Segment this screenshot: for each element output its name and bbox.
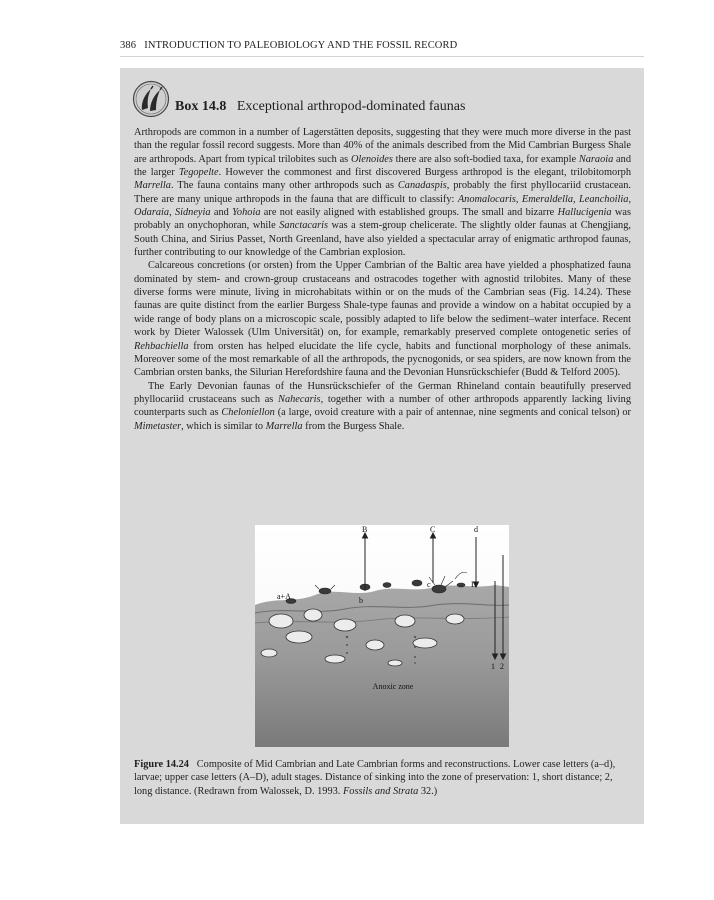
italic-term: Nahecaris [278,393,321,405]
text-run: from orsten has helped elucidate the life cycle, habits and functional morphology of these animals. Moreover some of the most remarkable of all the arthropods, the pycnogonids, or sea spiders, are now known from the Cambrian orsten banks, the Silurian Herefordshire fauna and the Devonian Hunsrückschiefer (Budd & Telford 2005). [134,340,631,379]
text-run: Arthropods are common in a number of Lagerstätten deposits, suggesting that they were much more diverse in the past than the regular fossil record suggests. More than 40% of the animals described from the Mid Cambrian Burgess Shale are arthropods. Apart from typical trilobites such as [134,127,631,165]
italic-term: Canadaspis [397,180,447,192]
text-run: are not easily aligned with established groups. The small and bizarre [260,207,558,219]
text-run: , which is similar to [181,420,266,432]
italic-term: Mimetaster [134,420,182,432]
text-run: and the larger [134,153,631,179]
italic-term: Yohoia [232,207,261,219]
page-number: 386 [120,40,137,51]
paragraph [134,259,631,379]
text-run: was a stem-group chelicerate. The slightly older faunas at Chengjiang, South China, and Sirius Passet, North Greenland, have also yielded a spectacular array of enigmatic arthropod faunas, further contributing to our knowledge of the Cambrian explosion. [134,220,631,259]
figure-caption [134,758,631,798]
label-B: B [362,525,368,534]
text-run: from the Burgess Shale. [302,420,405,432]
text-run: . The fauna contains many other arthropods such as [170,180,398,192]
label-a-plus-A: a+A [277,592,291,601]
header-rule [120,56,644,57]
box-title-text: Exceptional arthropod-dominated faunas [236,99,466,114]
box-body [134,126,631,433]
box-label: Box 14.8 [175,99,227,114]
italic-term: Fossils and Strata [342,785,419,797]
paragraph [134,126,631,259]
italic-term: Hallucigenia [557,207,612,219]
label-C: C [430,525,436,534]
figure-svg [255,525,509,747]
label-anoxic-zone: Anoxic zone [372,682,414,691]
figure-14-24-illustration [255,525,509,747]
box-title [175,99,465,115]
text-run: , [628,193,632,205]
label-D: D [471,580,477,589]
italic-term: Rehbachiella [134,340,189,352]
label-d: d [474,525,478,534]
text-run: The Early Devonian faunas of the Hunsrückschiefer of the German Rhineland contain beautifully preserved phyllocariid crustaceans such as [134,380,631,405]
text-run: , together with a number of other arthropods apparently lacking living counterparts such as [134,393,631,419]
italic-term: Odaraia [134,207,170,219]
text-run: Composite of Mid Cambrian and Late Cambrian forms and reconstructions. Lower case letters (a–d), larvae; upper case letters (A–D), adult stages. Distance of sinking into the zone of preservation: 1, short distance; 2, long distance. (Redrawn from Walossek, D. 1993. [134,759,616,797]
label-b: b [359,596,363,605]
italic-term: Sidneyia [174,207,211,219]
text-run: , [169,207,175,219]
label-1: 1 [491,662,495,671]
italic-term: Tegopelte [178,167,219,179]
label-2: 2 [500,662,504,671]
text-run: , probably the first phyllocariid crustacean. There are many unique arthropods in the fauna that are difficult to classify: [134,180,632,205]
text-run: . However the commonest and first discovered Burgess arthropod is the elegant, trilobitomorph [218,167,631,179]
crab-claw-icon [132,80,170,118]
italic-term: Marrella [265,420,303,432]
paragraph [134,380,631,433]
italic-term: Cheloniellon [221,407,275,419]
text-run: and [210,207,233,219]
italic-term: Emeraldella [521,193,574,205]
italic-term: Naraoia [578,153,614,165]
italic-term: Leanchoilia [579,193,629,205]
italic-term: Anomalocaris [457,193,516,205]
italic-term: Olenoides [350,153,393,165]
caption-label: Figure 14.24 [134,759,189,770]
text-run: (a large, ovoid creature with a pair of antennae, nine segments and conical telson) or [274,407,631,419]
text-run: there are also soft-bodied taxa, for example [392,153,579,165]
text-run: Calcareous concretions (or orsten) from the Upper Cambrian of the Baltic area have yielded a phosphatized fauna dominated by stem- and crown-group crustaceans and ostracodes together with agnostid trilobites. Many of these diverse forms were minute, living in microhabitats within or on the muds of the Cambrian seas (Fig. 14.24). These faunas are quite distinct from the earlier Burgess Shale-type faunas and provide a window on a habitat occupied by a wide range of body plans on a microscopic scale, possibly adapted to life below the sediment–water interface. Recent work by Dieter Walossek (Ulm Universität) on, for example, remarkably preserved complete ontogenetic series of [134,260,631,339]
text-run: 32.) [418,785,438,797]
running-header [120,40,457,51]
italic-term: Marrella [134,180,171,192]
sediment-layer [255,585,509,747]
text-run: , [573,193,580,205]
box-14-8 [120,68,644,824]
running-title: INTRODUCTION TO PALEOBIOLOGY AND THE FOSSIL RECORD [144,40,458,51]
caption-text [134,759,615,797]
text-run: was probably an onychophoran, while [134,207,631,232]
label-c: c [427,580,431,589]
italic-term: Sanctacaris [279,220,329,232]
text-run: , [515,193,522,205]
